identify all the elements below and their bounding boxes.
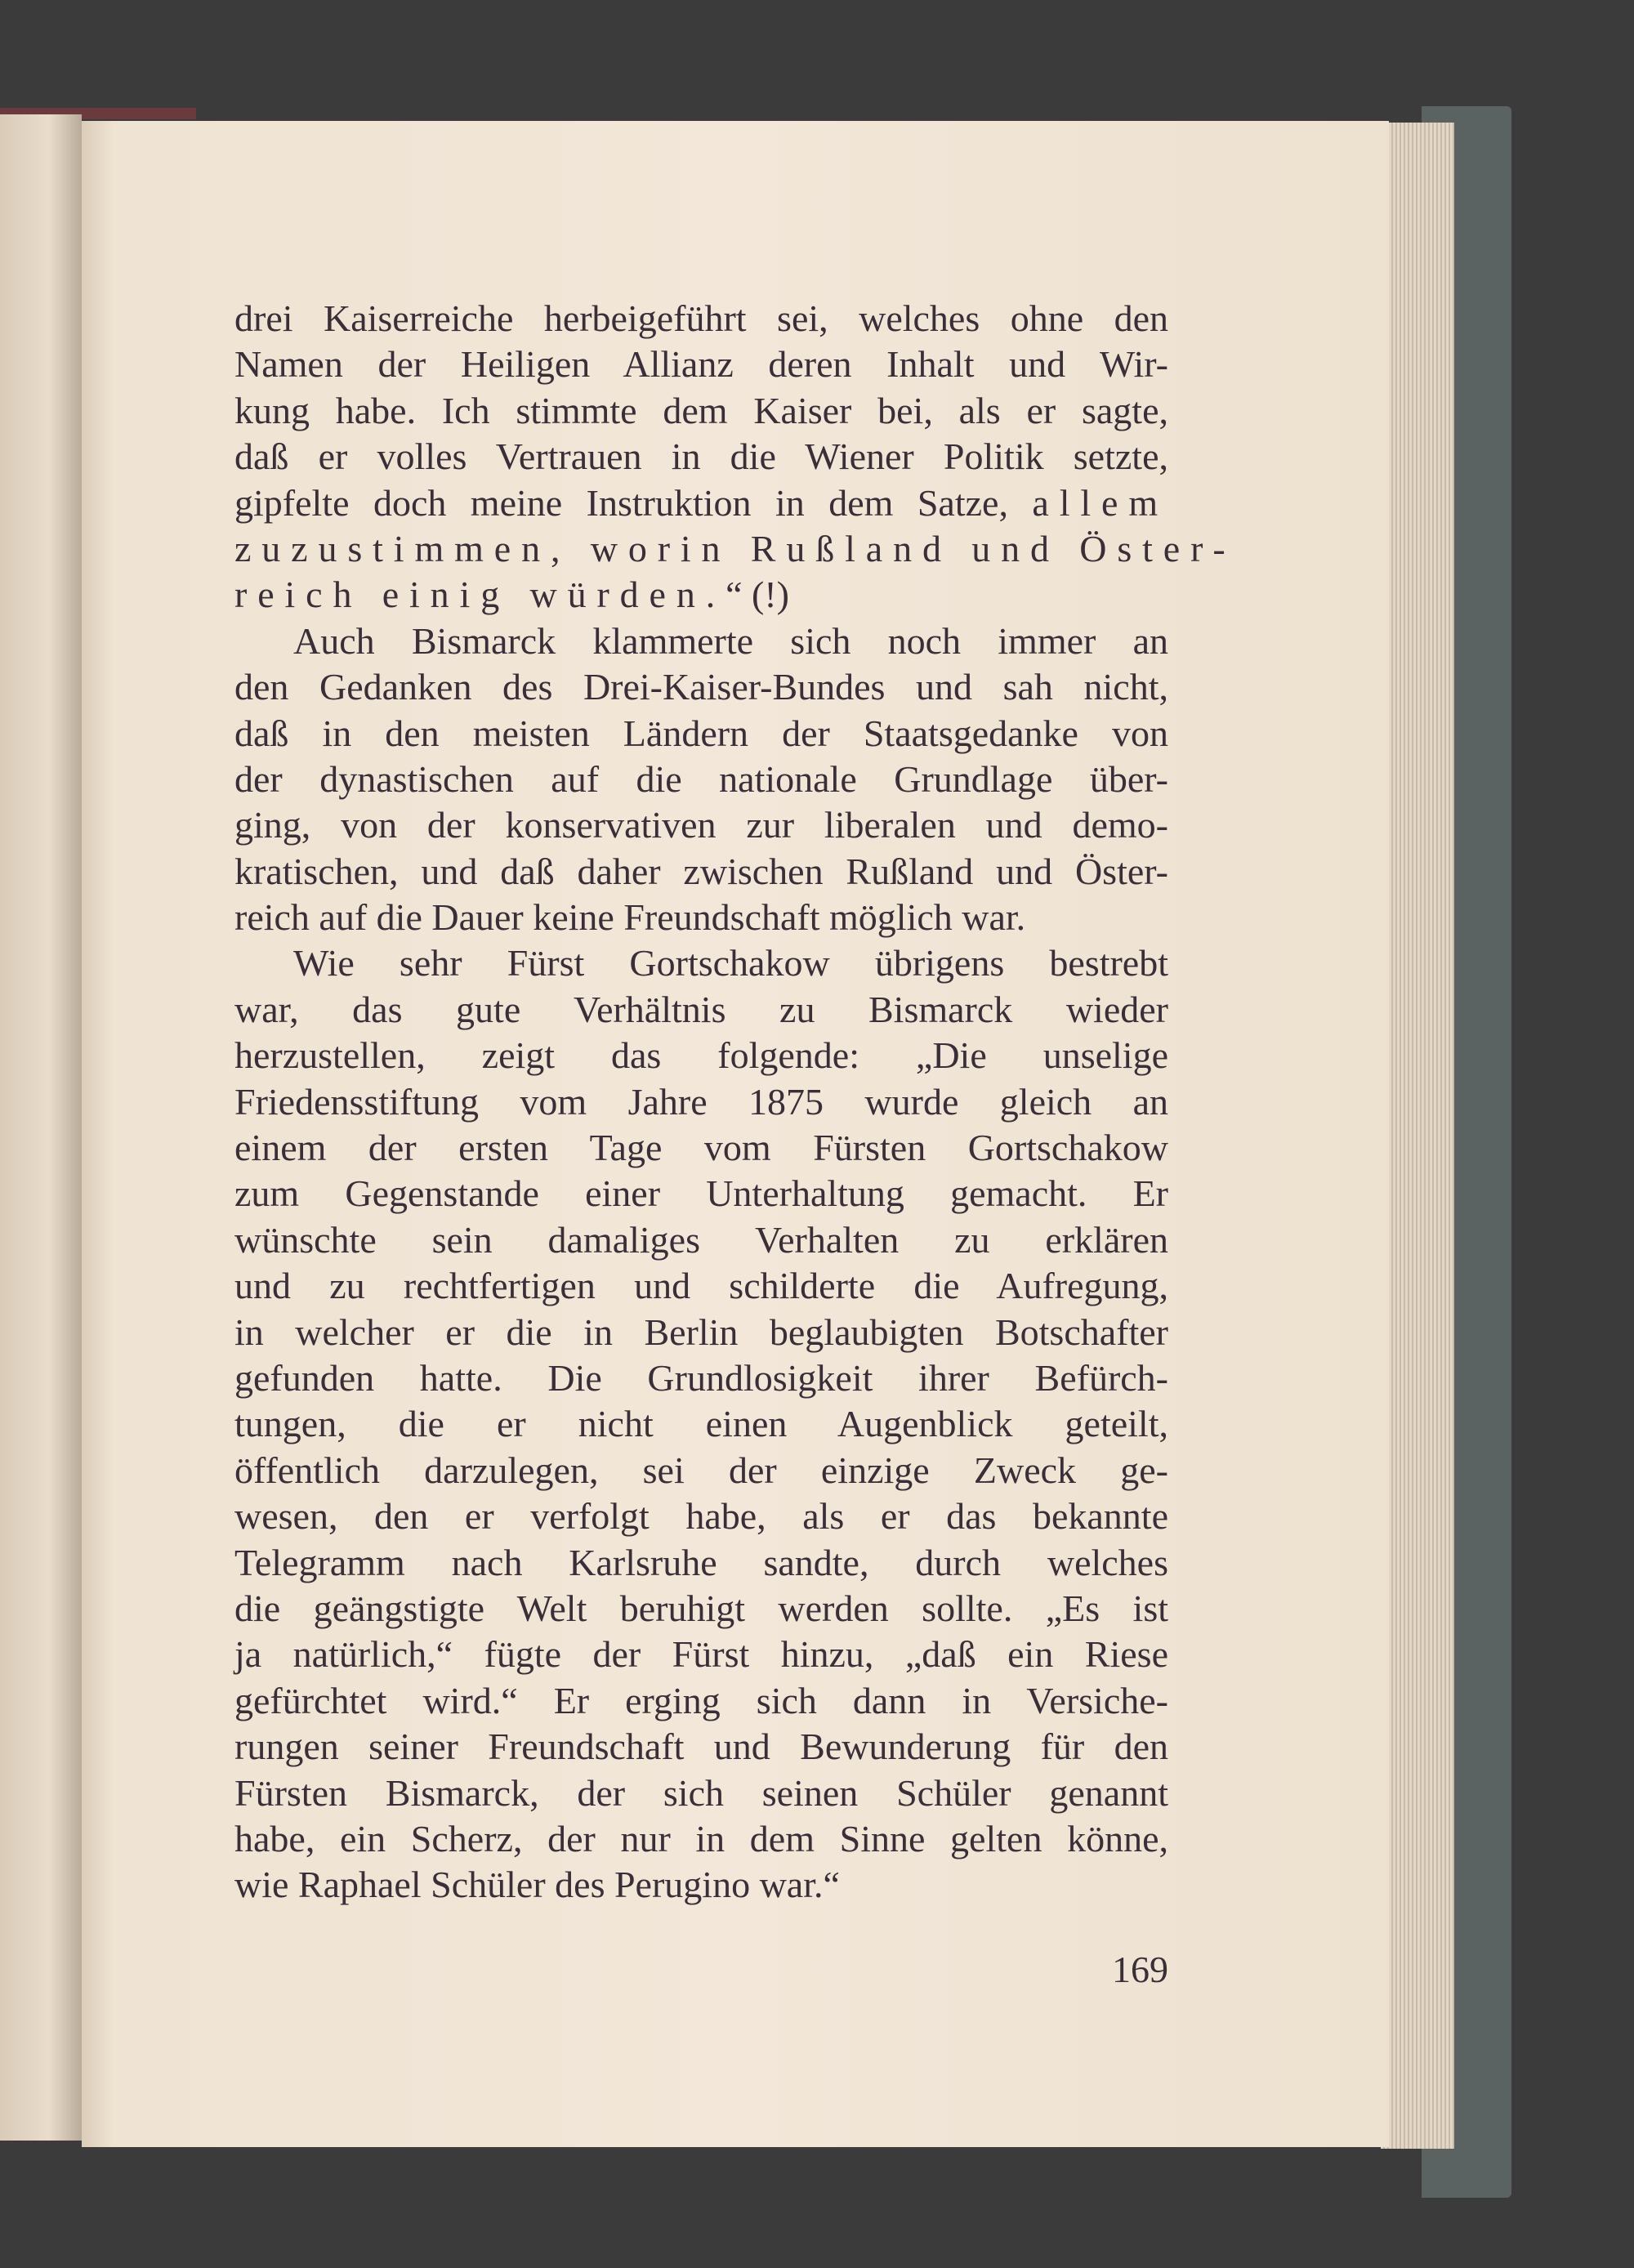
text-line: [234, 802, 1168, 848]
text-line: [234, 1586, 1168, 1632]
text-segment: einem der ersten Tage vom Fürsten Gortschakow: [234, 1127, 1168, 1169]
text-line: [234, 987, 1168, 1033]
emphasized-text: allem: [1032, 481, 1168, 524]
text-line: [234, 664, 1168, 710]
text-segment: und zu rechtfertigen und schilderte die Aufregung,: [234, 1265, 1168, 1307]
body-text: [234, 296, 1236, 1909]
text-line: [234, 1263, 1168, 1309]
text-line: [234, 342, 1168, 387]
text-segment: war, das gute Verhältnis zu Bismarck wieder: [234, 988, 1168, 1030]
text-line: [234, 388, 1168, 434]
text-segment: rungen seiner Freundschaft und Bewunderung für den: [234, 1726, 1168, 1768]
text-segment: der dynastischen auf die nationale Grundlage über-: [234, 757, 1168, 800]
text-line: [234, 1540, 1168, 1586]
page-number: 169: [1112, 1949, 1168, 1990]
text-line: [234, 618, 1168, 664]
text-line: [234, 895, 1168, 940]
text-line: [234, 1678, 1168, 1724]
text-segment: gefunden hatte. Die Grundlosigkeit ihrer Befürch-: [234, 1356, 1168, 1399]
text-segment: Auch Bismarck klammerte sich noch immer an: [293, 619, 1168, 662]
text-line: [234, 296, 1168, 342]
text-line: [234, 526, 1236, 572]
text-line: [234, 1724, 1168, 1770]
text-line: [234, 757, 1168, 802]
text-segment: ja natürlich,“ fügte der Fürst hinzu, „daß ein Riese: [234, 1633, 1168, 1676]
text-segment: wesen, den er verfolgt habe, als er das bekannte: [234, 1495, 1168, 1538]
text-segment: gefürchtet wird.“ Er erging sich dann in Versiche-: [234, 1679, 1168, 1721]
text-segment: daß er volles Vertrauen in die Wiener Politik setzte,: [234, 435, 1168, 478]
text-segment: reich auf die Dauer keine Freundschaft möglich war.: [234, 896, 1026, 939]
text-segment: wie Raphael Schüler des Perugino war.“: [234, 1864, 840, 1906]
text-line: [234, 1632, 1168, 1677]
text-line: [234, 1355, 1168, 1401]
text-line: [234, 1816, 1168, 1862]
text-segment: Namen der Heiligen Allianz deren Inhalt und Wir-: [234, 343, 1168, 386]
text-segment: Telegramm nach Karlsruhe sandte, durch welches: [234, 1541, 1168, 1583]
text-segment: zum Gegenstande einer Unterhaltung gemacht. Er: [234, 1172, 1168, 1215]
text-line: [234, 572, 1168, 618]
text-line: [234, 1493, 1168, 1539]
text-line: [234, 711, 1168, 757]
text-line: [234, 480, 1168, 526]
text-line: [234, 1448, 1168, 1493]
text-line: [234, 1033, 1168, 1078]
page-stack-edges: [1381, 123, 1454, 2149]
text-line: [234, 1862, 1168, 1908]
text-segment: drei Kaiserreiche herbeigeführt sei, welches ohne den: [234, 297, 1168, 339]
text-line: [234, 1770, 1168, 1816]
text-line: [234, 1171, 1168, 1217]
text-segment: wünschte sein damaliges Verhalten zu erklären: [234, 1218, 1168, 1261]
text-segment: “ (!): [725, 574, 789, 616]
text-segment: kratischen, und daß daher zwischen Rußland und Öster-: [234, 850, 1168, 892]
text-segment: Fürsten Bismarck, der sich seinen Schüler genannt: [234, 1771, 1168, 1814]
text-line: [234, 434, 1168, 480]
text-segment: herzustellen, zeigt das folgende: „Die unselige: [234, 1034, 1168, 1077]
text-line: [234, 1217, 1168, 1263]
text-line: [234, 1310, 1168, 1355]
emphasized-text: zuzustimmen, worin Rußland und Öster-: [234, 527, 1236, 569]
text-segment: in welcher er die in Berlin beglaubigten Botschafter: [234, 1310, 1168, 1353]
emphasized-text: reich einig würden.: [234, 574, 726, 616]
text-segment: tungen, die er nicht einen Augenblick geteilt,: [234, 1403, 1168, 1445]
text-segment: ging, von der konservativen zur liberalen und demo-: [234, 804, 1168, 846]
text-line: [234, 849, 1168, 895]
left-page-fragment: [0, 114, 82, 2141]
text-line: [234, 1079, 1168, 1125]
text-line: [234, 940, 1168, 986]
text-segment: den Gedanken des Drei-Kaiser-Bundes und sah nicht,: [234, 666, 1168, 708]
text-line: [234, 1125, 1168, 1171]
text-segment: Friedensstiftung vom Jahre 1875 wurde gleich an: [234, 1080, 1168, 1123]
text-segment: daß in den meisten Ländern der Staatsgedanke von: [234, 712, 1168, 754]
text-segment: öffentlich darzulegen, sei der einzige Zweck ge-: [234, 1449, 1168, 1491]
text-segment: Wie sehr Fürst Gortschakow übrigens bestrebt: [293, 942, 1168, 984]
text-segment: gipfelte doch meine Instruktion in dem Satze,: [234, 481, 1033, 524]
text-line: [234, 1401, 1168, 1447]
text-segment: die geängstigte Welt beruhigt werden sollte. „Es ist: [234, 1587, 1168, 1629]
text-segment: habe, ein Scherz, der nur in dem Sinne gelten könne,: [234, 1817, 1168, 1859]
text-segment: kung habe. Ich stimmte dem Kaiser bei, als er sagte,: [234, 389, 1168, 431]
